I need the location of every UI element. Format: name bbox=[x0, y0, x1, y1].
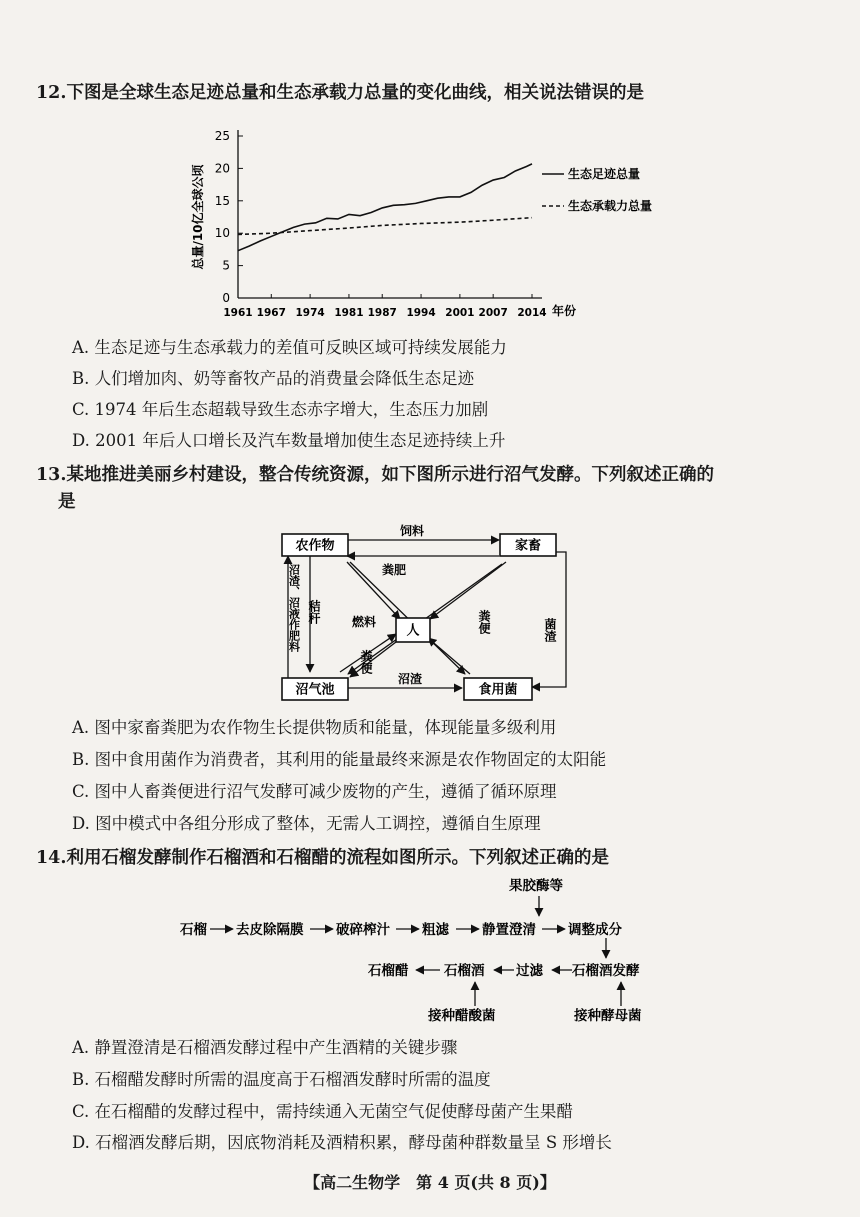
pomegranate-flowchart bbox=[176, 874, 696, 1026]
y-tick-label: 0 bbox=[222, 291, 230, 305]
legend-label-0: 生态足迹总量 bbox=[568, 167, 641, 181]
flow-settle: 静置澄清 bbox=[482, 922, 536, 938]
flow-wine: 石榴酒 bbox=[444, 963, 485, 979]
question-13-title-cont: 是 bbox=[58, 492, 76, 512]
label-feed: 饲料 bbox=[400, 524, 425, 538]
x-tick-label: 1974 bbox=[295, 307, 325, 319]
question-13-option-a: A. 图中家畜粪肥为农作物生长提供物质和能量，体现能量多级利用 bbox=[72, 718, 557, 737]
label-manure: 粪肥 bbox=[382, 563, 407, 577]
question-14-option-b: B. 石榴醋发酵时所需的温度高于石榴酒发酵时所需的温度 bbox=[72, 1070, 491, 1089]
svg-text:食用菌: 食用菌 bbox=[478, 682, 518, 698]
x-tick-label: 1981 bbox=[334, 307, 364, 319]
question-12-option-a: A. 生态足迹与生态承载力的差值可反映区域可持续发展能力 bbox=[72, 338, 507, 357]
flow-pomegranate: 石榴 bbox=[180, 922, 207, 938]
legend-label-1: 生态承载力总量 bbox=[568, 199, 653, 213]
flow-filter: 过滤 bbox=[516, 963, 543, 979]
svg-text:家畜: 家畜 bbox=[514, 538, 542, 554]
flow-peel: 去皮除隔膜 bbox=[236, 922, 304, 938]
flow-adjust: 调整成分 bbox=[568, 922, 622, 938]
question-14-title: 14.利用石榴发酵制作石榴酒和石榴醋的流程如图所示。下列叙述正确的是 bbox=[36, 848, 609, 868]
x-tick-label: 1961 bbox=[223, 307, 253, 319]
svg-text:农作物: 农作物 bbox=[295, 538, 335, 554]
x-tick-label: 1987 bbox=[367, 307, 397, 319]
flow-acetic-bacteria: 接种醋酸菌 bbox=[428, 1008, 496, 1024]
y-tick-label: 20 bbox=[214, 161, 230, 176]
flow-coarse-filter: 粗滤 bbox=[422, 922, 449, 938]
node-livestock bbox=[500, 534, 556, 556]
x-tick-label: 1967 bbox=[256, 307, 286, 319]
question-14-option-d: D. 石榴酒发酵后期，因底物消耗及酒精积累，酵母菌种群数量呈 S 形增长 bbox=[72, 1133, 612, 1152]
label-residue-fertilizer: 沼渣、沼液作肥料 bbox=[287, 564, 301, 652]
flow-vinegar: 石榴醋 bbox=[368, 963, 409, 979]
question-14-option-a: A. 静置澄清是石榴酒发酵过程中产生酒精的关键步骤 bbox=[72, 1038, 458, 1057]
series-line-1 bbox=[238, 218, 532, 235]
label-fungi-residue: 菌渣 bbox=[543, 618, 557, 642]
footprint-chart bbox=[180, 122, 680, 327]
y-tick-label: 25 bbox=[214, 129, 230, 143]
x-axis-label: 年份 bbox=[552, 304, 577, 318]
question-12-option-d: D. 2001 年后人口增长及汽车数量增加使生态足迹持续上升 bbox=[72, 431, 506, 450]
x-tick-label: 1994 bbox=[406, 307, 436, 319]
label-excrement-right: 粪便 bbox=[477, 610, 491, 634]
flow-pectinase: 果胶酶等 bbox=[509, 878, 563, 894]
question-14-option-c: C. 在石榴醋的发酵过程中，需持续通入无菌空气促使酵母菌产生果醋 bbox=[72, 1102, 574, 1121]
x-tick-label: 2007 bbox=[478, 307, 508, 319]
flow-yeast: 接种酵母菌 bbox=[574, 1008, 642, 1024]
edge-human-biogas bbox=[350, 642, 396, 677]
question-13-option-c: C. 图中人畜粪便进行沼气发酵可减少废物的产生，遵循了循环原理 bbox=[72, 782, 557, 801]
node-biogas bbox=[282, 678, 348, 700]
label-excrement-left: 粪便 bbox=[359, 650, 373, 674]
series-line-0 bbox=[238, 164, 532, 251]
question-13-title: 13.某地推进美丽乡村建设，整合传统资源，如下图所示进行沼气发酵。下列叙述正确的 bbox=[36, 465, 714, 485]
flow-wine-ferment: 石榴酒发酵 bbox=[572, 963, 640, 979]
edge-livestock-human bbox=[430, 562, 506, 619]
label-straw: 秸秆 bbox=[307, 600, 321, 624]
x-tick-label: 2014 bbox=[517, 307, 547, 319]
x-tick-label: 2001 bbox=[445, 307, 475, 319]
node-human bbox=[396, 618, 430, 642]
question-12-option-b: B. 人们增加肉、奶等畜牧产品的消费量会降低生态足迹 bbox=[72, 369, 475, 388]
y-tick-label: 5 bbox=[222, 258, 230, 273]
question-12-option-c: C. 1974 年后生态超载导致生态赤字增大，生态压力加剧 bbox=[72, 400, 489, 419]
y-tick-label: 15 bbox=[214, 193, 230, 208]
question-13-option-b: B. 图中食用菌作为消费者，其利用的能量最终来源是农作物固定的太阳能 bbox=[72, 750, 607, 769]
page-footer: 【高二生物学 第 4 页(共 8 页)】 bbox=[304, 1173, 556, 1192]
y-axis-label: 总量/10亿全球公顷 bbox=[191, 164, 205, 270]
label-fuel: 燃料 bbox=[352, 615, 377, 629]
svg-text:人: 人 bbox=[406, 623, 420, 639]
question-13-option-d: D. 图中模式中各组分形成了整体，无需人工调控，遵循自生原理 bbox=[72, 814, 541, 833]
label-biogas-residue: 沼渣 bbox=[398, 672, 423, 686]
flow-crush: 破碎榨汁 bbox=[336, 922, 390, 938]
biogas-diagram bbox=[270, 522, 580, 708]
question-12-title: 12.下图是全球生态足迹总量和生态承载力总量的变化曲线，相关说法错误的是 bbox=[36, 83, 644, 103]
y-tick-label: 10 bbox=[214, 226, 230, 241]
node-fungi bbox=[464, 678, 532, 700]
node-crops bbox=[282, 534, 348, 556]
svg-text:沼气池: 沼气池 bbox=[295, 682, 335, 698]
edge-fungi-human bbox=[428, 638, 470, 674]
